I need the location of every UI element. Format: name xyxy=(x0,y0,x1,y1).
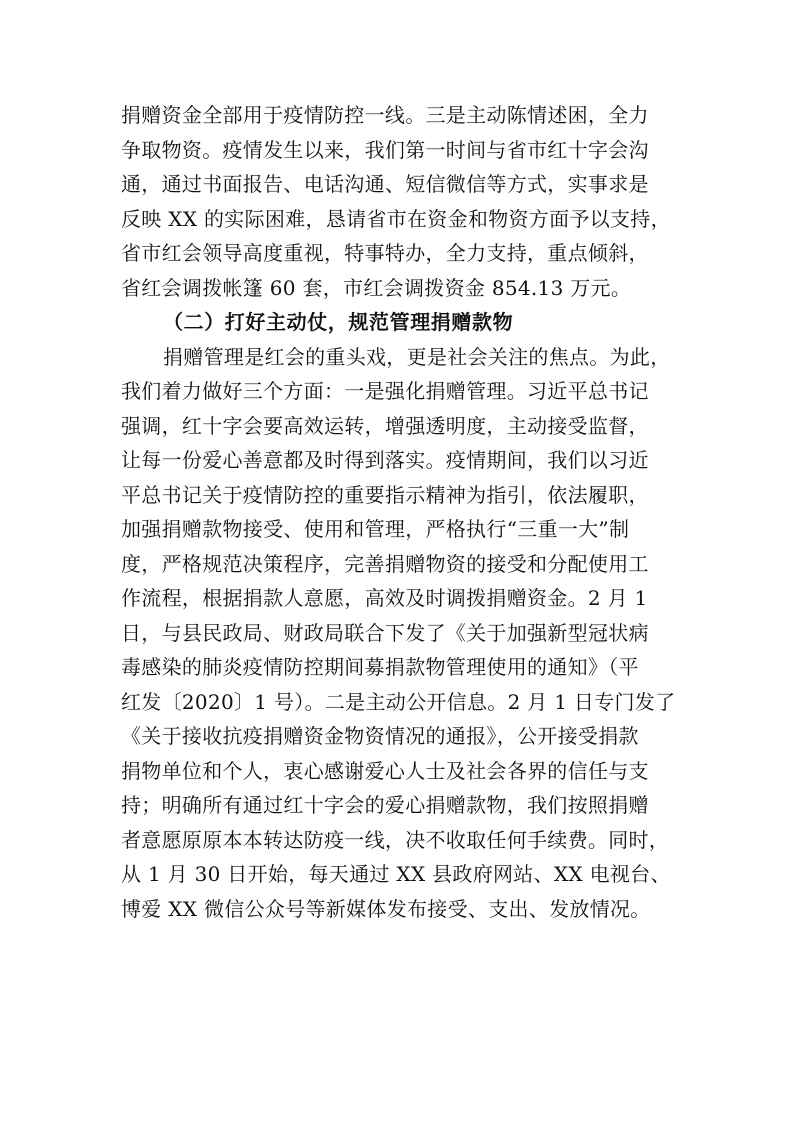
paragraph-line: 度，严格规范决策程序，完善捐赠物资的接受和分配使用工 xyxy=(121,551,649,576)
paragraph-line: 从 1 月 30 日开始，每天通过 XX 县政府网站、XX 电视台、 xyxy=(121,862,671,886)
paragraph-line: 加强捐赠款物接受、使用和管理，严格执行“三重一大”制 xyxy=(121,517,630,541)
paragraph-line: 我们着力做好三个方面：一是强化捐赠管理。习近平总书记 xyxy=(121,379,649,403)
paragraph-line: 日，与县民政局、财政局联合下发了《关于加强新型冠状病 xyxy=(121,620,649,645)
paragraph-line: 平总书记关于疫情防控的重要指示精神为指引，依法履职， xyxy=(121,482,649,507)
paragraph-line: 争取物资。疫情发生以来，我们第一时间与省市红十字会沟 xyxy=(121,137,649,162)
paragraph-line: 省市红会领导高度重视，特事特办，全力支持，重点倾斜， xyxy=(121,241,649,265)
paragraph-line: 通，通过书面报告、电话沟通、短信微信等方式，实事求是 xyxy=(121,172,649,196)
section-heading: （二）打好主动仗，规范管理捐赠款物 xyxy=(163,310,514,334)
paragraph-line: 《关于接收抗疫捐赠资金物资情况的通报》，公开接受捐款 xyxy=(121,724,639,748)
paragraph-1 xyxy=(121,98,681,305)
paragraph-line: 作流程，根据捐款人意愿，高效及时调拨捐赠资金。2 月 1 xyxy=(121,586,648,610)
paragraph-line: 红发〔2020〕1 号）。二是主动公开信息。2 月 1 日专门发了 xyxy=(121,689,676,714)
paragraph-line: 省红会调拨帐篷 60 套，市红会调拨资金 854.13 万元。 xyxy=(121,275,632,300)
paragraph-line: 让每一份爱心善意都及时得到落实。疫情期间，我们以习近 xyxy=(121,448,649,472)
paragraph-line: 毒感染的肺炎疫情防控期间募捐款物管理使用的通知》（平 xyxy=(121,655,639,679)
paragraph-line: 捐物单位和个人，衷心感谢爱心人士及社会各界的信任与支 xyxy=(121,758,649,783)
paragraph-line: 博爱 XX 微信公众号等新媒体发布接受、支出、发放情况。 xyxy=(121,896,651,921)
paragraph-line: 捐赠管理是红会的重头戏，更是社会关注的焦点。为此， xyxy=(163,344,671,369)
paragraph-line: 者意愿原原本本转达防疫一线，决不收取任何手续费。同时， xyxy=(121,827,670,852)
paragraph-line: 强调，红十字会要高效运转，增强透明度，主动接受监督， xyxy=(121,413,649,438)
paragraph-2 xyxy=(121,340,681,927)
paragraph-line: 反映 XX 的实际困难，恳请省市在资金和物资方面予以支持， xyxy=(121,206,671,231)
paragraph-line: 捐赠资金全部用于疫情防控一线。三是主动陈情述困，全力 xyxy=(121,103,649,127)
paragraph-line: 持；明确所有通过红十字会的爱心捐赠款物，我们按照捐赠 xyxy=(121,793,649,817)
document-body xyxy=(121,98,681,926)
